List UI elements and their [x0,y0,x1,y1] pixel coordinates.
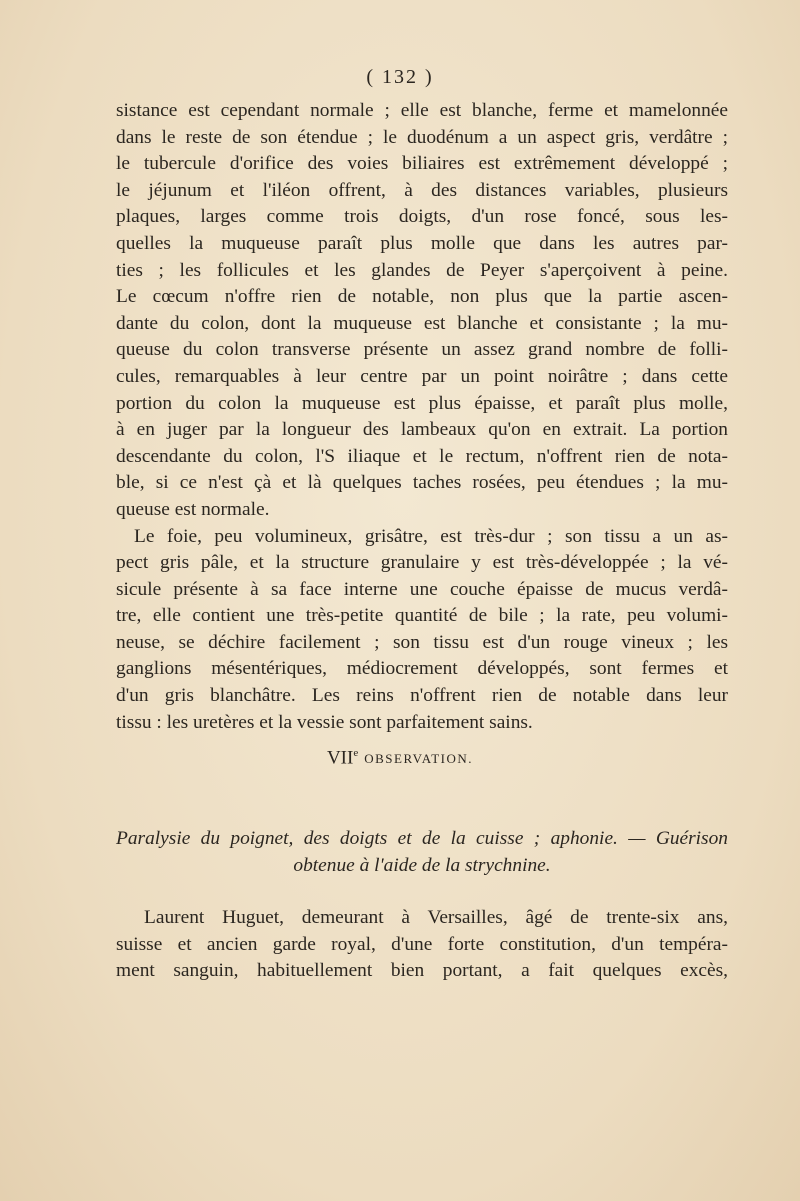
text-line: neuse, se déchire facilement ; son tissu est d'un rouge vineux ; les [116,631,728,653]
text-line: ties ; les follicules et les glandes de Peyer s'aperçoivent à peine. [116,259,728,281]
text-line: ble, si ce n'est çà et là quelques taches rosées, peu étendues ; la mu- [116,472,728,494]
text-line: descendante du colon, l'S iliaque et le rectum, n'offrent rien de nota- [116,445,728,467]
text-line: ganglions mésentériques, médiocrement développés, sont fermes et [116,658,728,680]
text-line: dante du colon, dont la muqueuse est blanche et consistante ; la mu- [116,312,728,334]
observation-paragraph [116,905,728,985]
body-text [116,98,728,736]
text-line: queuse est normale. [116,498,270,520]
heading-suffix: e [353,747,359,759]
text-line: tissu : les uretères et la vessie sont parfaitement sains. [116,711,533,733]
text-line: dans le reste de son étendue ; le duodénum a un aspect gris, verdâtre ; [116,126,728,148]
text-line: portion du colon la muqueuse est plus épaisse, et paraît plus molle, [116,392,728,414]
section-heading [0,747,800,769]
heading-label: OBSERVATION. [364,751,474,767]
text-line: sicule présente à sa face interne une couche épaisse de mucus verdâ- [116,578,728,600]
text-line: d'un gris blanchâtre. Les reins n'offrent rien de notable dans leur [116,685,728,707]
subtitle-line: obtenue à l'aide de la strychnine. [293,855,551,876]
subtitle-line: Paralysie du poignet, des doigts et de la cuisse ; aphonie. — Guérison [116,828,728,849]
text-line: à en juger par la longueur des lambeaux qu'on en extrait. La portion [116,419,728,441]
text-line: pect gris pâle, et la structure granulaire y est très-développée ; la vé- [116,552,728,574]
text-line: Le foie, peu volumineux, grisâtre, est très-dur ; son tissu a un as- [134,525,728,547]
text-line: tre, elle contient une très-petite quantité de bile ; la rate, peu volumi- [116,605,728,627]
text-line: ment sanguin, habituellement bien portant, a fait quelques excès, [116,960,728,982]
text-line: sistance est cependant normale ; elle est blanche, ferme et mamelonnée [116,100,728,121]
heading-numeral: VII [326,747,354,769]
text-line: suisse et ancien garde royal, d'une forte constitution, d'un tempéra- [116,933,728,955]
paragraph-autopsy-stomach [116,98,728,284]
text-line: le jéjunum et l'iléon offrent, à des distances variables, plusieurs [116,179,728,201]
text-line: Le cœcum n'offre rien de notable, non plus que la partie ascen- [116,286,728,308]
text-line: plaques, larges comme trois doigts, d'un rose foncé, sous les- [116,206,728,228]
paragraph-autopsy-liver [116,524,728,737]
section-subtitle [116,825,728,879]
text-line: cules, remarquables à leur centre par un point noirâtre ; dans cette [116,365,728,387]
text-line: Laurent Huguet, demeurant à Versailles, âgé de trente-six ans, [144,907,728,928]
text-line: queuse du colon transverse présente un assez grand nombre de folli- [116,339,728,361]
text-line: quelles la muqueuse paraît plus molle que dans les autres par- [116,232,728,254]
text-line: le tubercule d'orifice des voies biliaires est extrêmement développé ; [116,153,728,175]
paragraph-autopsy-colon [116,284,728,523]
page-number: ( 132 ) [366,66,434,88]
